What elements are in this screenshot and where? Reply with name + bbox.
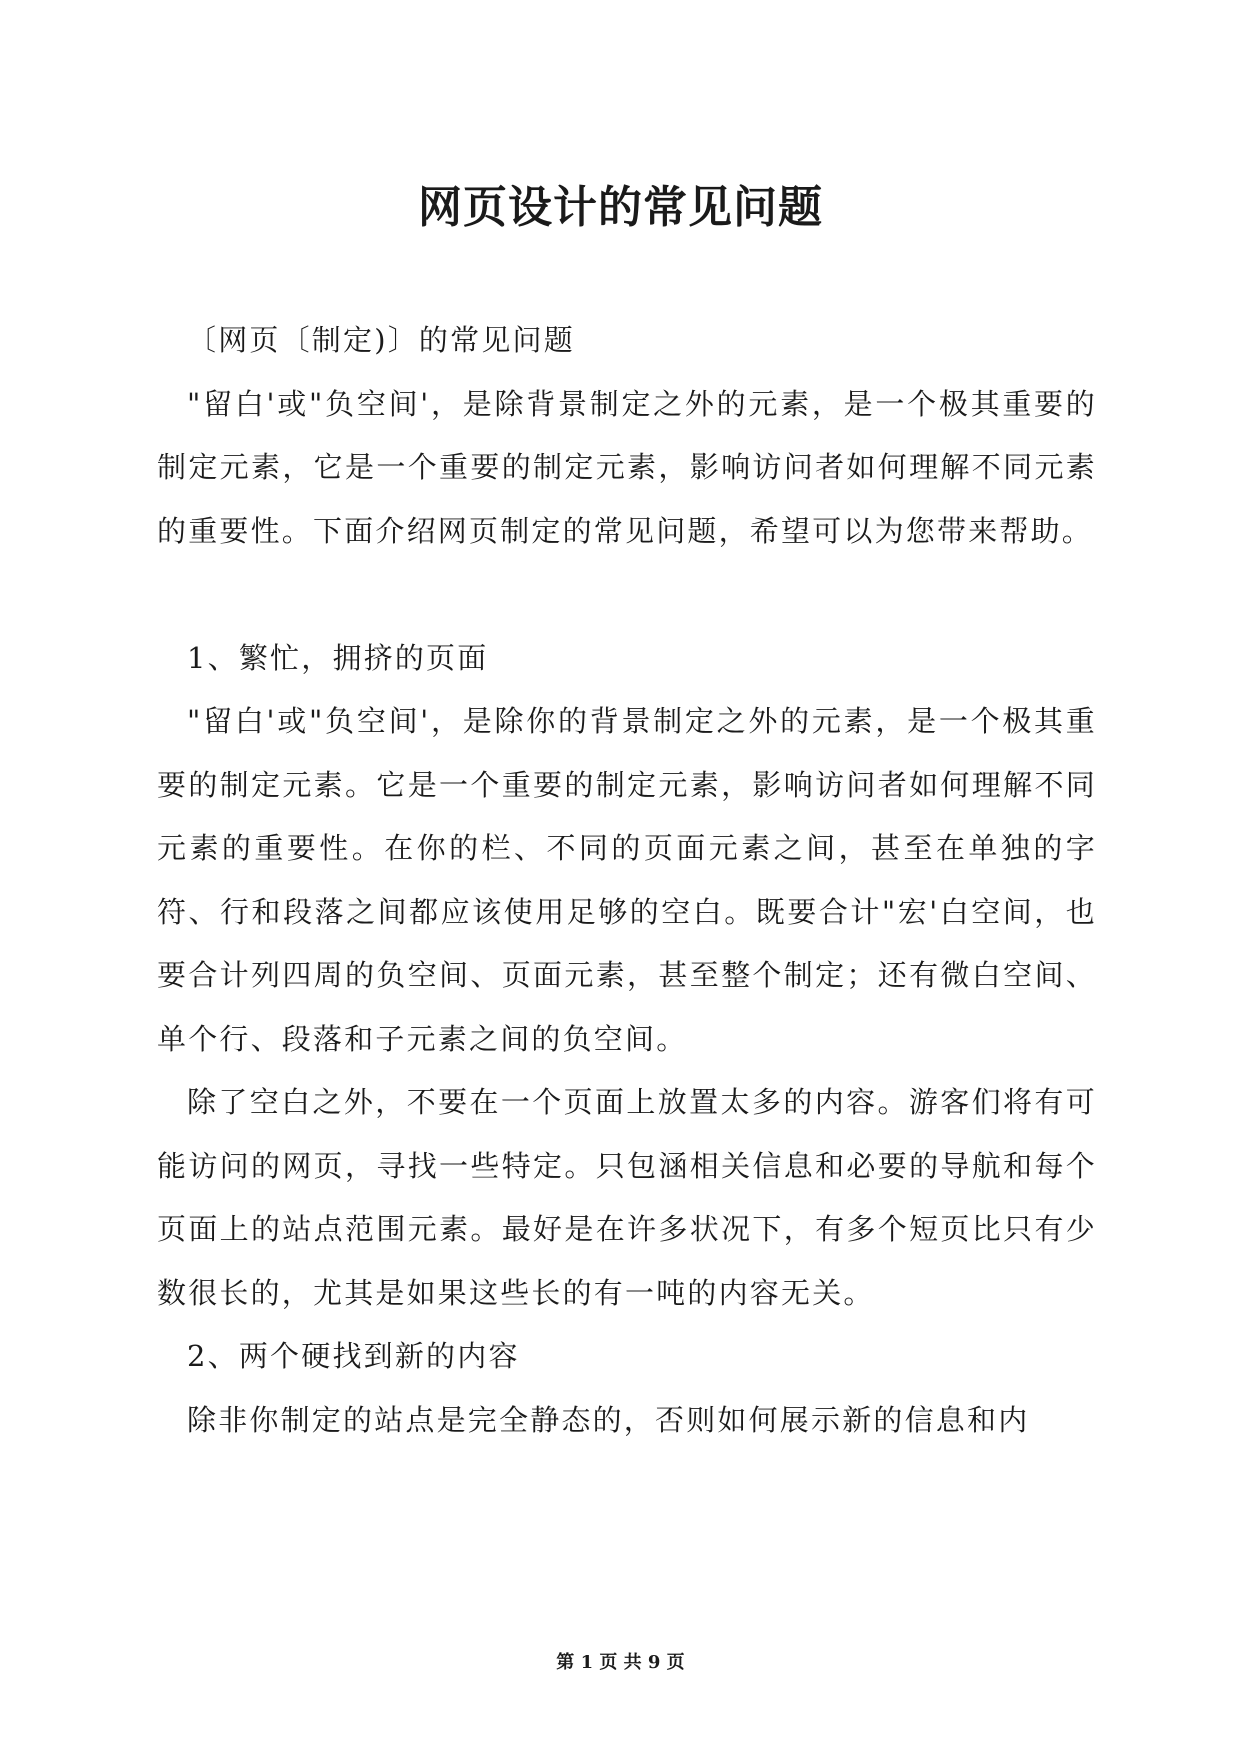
intro-paragraph: "留白'或"负空间'，是除背景制定之外的元素，是一个极其重要的制定元素，它是一个重要的制定元素，影响访问者如何理解不同元素的重要性。下面介绍网页制定的常见问题，希望可以为您带来帮助。 — [157, 386, 1097, 548]
section-2-paragraph-1: 除非你制定的站点是完全静态的，否则如何展示新的信息和内 — [187, 1402, 1030, 1437]
section-1-paragraph-2: 除了空白之外，不要在一个页面上放置太多的内容。游客们将有可能访问的网页，寻找一些特定。只包涵相关信息和必要的导航和每个页面上的站点范围元素。最好是在许多状况下，有多个短页比只有少数很长的，尤其是如果这些长的有一吨的内容无关。 — [157, 1085, 1097, 1310]
section-1-paragraph-1: "留白'或"负空间'，是除你的背景制定之外的元素，是一个极其重要的制定元素。它是一个重要的制定元素，影响访问者如何理解不同元素的重要性。在你的栏、不同的页面元素之间，甚至在单独的字符、行和段落之间都应该使用足够的空白。既要合计"宏'白空间，也要合计列四周的负空间、页面元素，甚至整个制定；还有微白空间、单个行、段落和子元素之间的负空间。 — [157, 704, 1097, 1056]
section-2-heading: 2、两个硬找到新的内容 — [187, 1339, 520, 1373]
page-number-footer: 第 1 页 共 9 页 — [556, 1652, 685, 1673]
document-title: 网页设计的常见问题 — [418, 182, 823, 233]
document-body — [157, 309, 1097, 1452]
paragraph-spacer — [157, 563, 1097, 627]
section-1-heading: 1、繁忙，拥挤的页面 — [187, 640, 489, 675]
intro-heading: 〔网页〔制定)〕的常见问题 — [187, 323, 575, 357]
